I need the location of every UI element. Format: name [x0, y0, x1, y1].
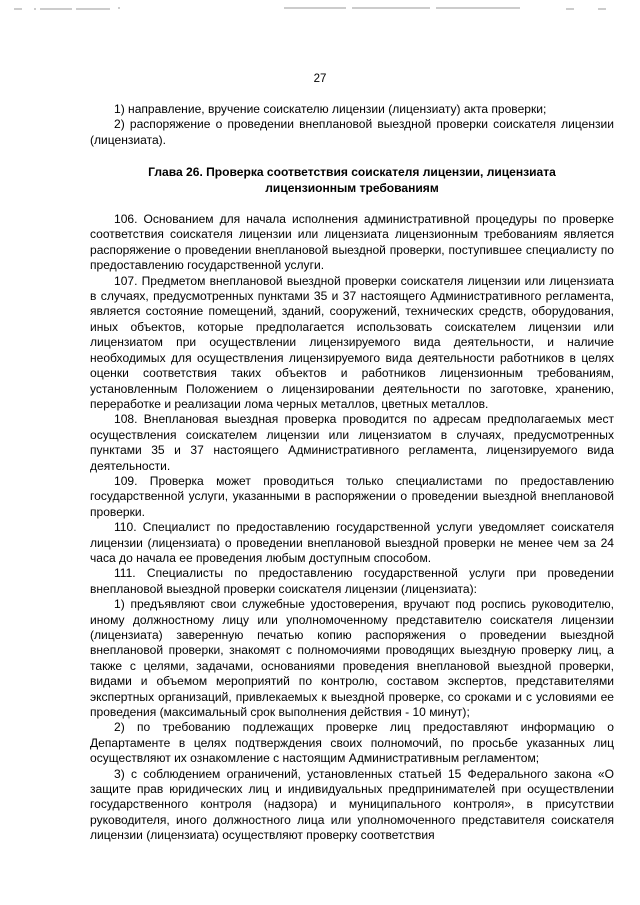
- document-body: [90, 102, 614, 844]
- paragraph-107: 107. Предметом внеплановой выездной проверки соискателя лицензии или лицензиата в случаях, предусмотренных пунктами 35 и 37 настоящего Административного регламента, является состояние помещений, зданий, сооружений, технических средств, оборудования, иных объектов, которые предполагается использовать соискателем лицензии или лицензиатом при осуществлении лицензируемого вида деятельности, и наличие необходимых для осуществления лицензируемого вида деятельности работников в целях оценки соответствия таких объектов и работников лицензионным требованиям, установленным Положением о лицензировании деятельности по заготовке, хранению, переработке и реализации лома черных металлов, цветных металлов.: [90, 273, 614, 411]
- paragraph-111-item-1: 1) предъявляют свои служебные удостоверения, вручают под роспись руководителю, иному должностному лицу или уполномоченному представителю соискателя лицензии (лицензиата) заверенную печатью копию распоряжения о проведении выездной внеплановой проверки, знакомят с полномочиями проводящих выездную проверку лиц, а также с целями, задачами, основаниями проведения внеплановой выездной проверки, видами и объемом мероприятий по контролю, составом экспертов, представителями экспертных организаций, привлекаемых к выездной проверке, со сроками и с условиями ее проведения (максимальный срок выполнения действия - 10 минут);: [90, 597, 614, 720]
- paragraph-110: 110. Специалист по предоставлению государственной услуги уведомляет соискателя лицензии (лицензиата) о проведении внеплановой выездной проверки не менее чем за 24 часа до начала ее проведения любым доступным способом.: [90, 520, 614, 565]
- paragraph-109: 109. Проверка может проводиться только специалистами по предоставлению государственной услуги, указанными в распоряжении о проведении выездной внеплановой проверки.: [90, 473, 614, 519]
- scan-artifact-top: [0, 0, 640, 16]
- chapter-heading: [90, 165, 614, 196]
- paragraph-108: 108. Внеплановая выездная проверка проводится по адресам предполагаемых мест осуществления соискателем лицензии или лицензиатом в случаях, предусмотренных пунктами 35 и 37 настоящего Административного регламента, лицензируемого вида деятельности.: [90, 412, 614, 473]
- page-number: 27: [313, 73, 327, 85]
- chapter-heading-line-1: Глава 26. Проверка соответствия соискателя лицензии, лицензиата: [148, 165, 556, 180]
- paragraph-106: 106. Основанием для начала исполнения административной процедуры по проверке соответствия соискателя лицензии или лицензиата лицензионным требованиям является распоряжение о проведении внеплановой выездной проверки, поступившее специалисту по предоставлению государственной услуги.: [90, 212, 614, 273]
- list-item-1: 1) направление, вручение соискателю лицензии (лицензиату) акта проверки;: [114, 102, 547, 116]
- paragraph-111-item-3: 3) с соблюдением ограничений, установленных статьей 15 Федерального закона «О защите прав юридических лиц и индивидуальных предпринимателей при осуществлении государственного контроля (надзора) и муниципального контроля», в присутствии руководителя, иного должностного лица или уполномоченного представителя соискателя лицензии (лицензиата) осуществляют проверку соответствия: [90, 766, 614, 843]
- paragraph-111: 111. Специалисты по предоставлению государственной услуги при проведении внеплановой выездной проверки соискателя лицензии (лицензиата):: [90, 566, 614, 596]
- paragraph-111-item-2: 2) по требованию подлежащих проверке лиц предоставляют информацию о Департаменте в целях подтверждения своих полномочий, по просьбе указанных лиц осуществляют их ознакомление с настоящим Административным регламентом;: [90, 720, 614, 766]
- list-item-2: 2) распоряжение о проведении внеплановой выездной проверки соискателя лицензии (лицензиата).: [90, 117, 614, 147]
- chapter-heading-line-2: лицензионным требованиям: [265, 180, 439, 195]
